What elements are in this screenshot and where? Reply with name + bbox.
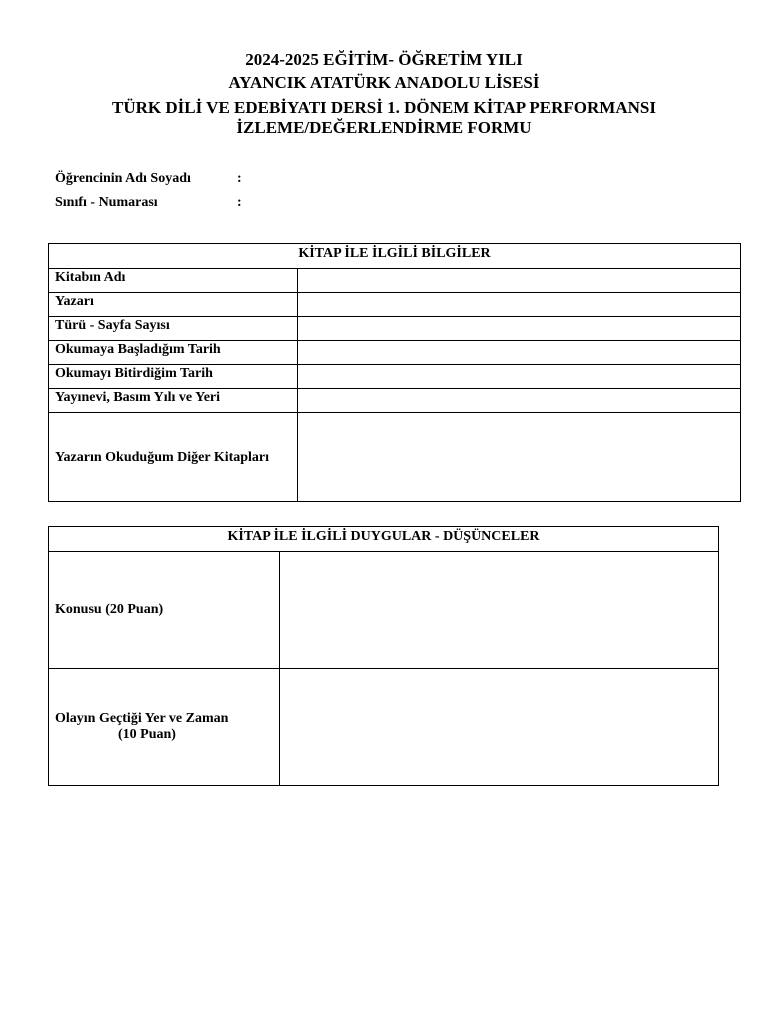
place-time-label-line1: Olayın Geçtiği Yer ve Zaman: [55, 711, 229, 726]
start-date-field[interactable]: [298, 341, 741, 365]
book-title-field[interactable]: [298, 269, 741, 293]
book-info-title: KİTAP İLE İLGİLİ BİLGİLER: [49, 244, 741, 269]
other-books-field[interactable]: [298, 413, 741, 502]
table-row: [49, 552, 719, 669]
header-school: AYANCIK ATATÜRK ANADOLU LİSESİ: [228, 73, 540, 92]
book-genre-pages-field[interactable]: [298, 317, 741, 341]
book-author-label: Yazarı: [49, 293, 298, 317]
book-genre-pages-label: Türü - Sayfa Sayısı: [49, 317, 298, 341]
table-row: [49, 341, 741, 365]
table-row: [49, 413, 741, 502]
table-row: [49, 669, 719, 786]
student-class-colon: :: [237, 195, 242, 210]
form-title-line2: İZLEME/DEĞERLENDİRME FORMU: [236, 118, 532, 137]
book-author-field[interactable]: [298, 293, 741, 317]
book-title-label: Kitabın Adı: [49, 269, 298, 293]
finish-date-label: Okumayı Bitirdiğim Tarih: [49, 365, 298, 389]
place-time-field[interactable]: [280, 669, 719, 786]
student-class-label: Sınıfı - Numarası: [55, 195, 158, 210]
subject-label: Konusu (20 Puan): [49, 552, 280, 669]
student-class-row: [55, 195, 242, 211]
header-year: 2024-2025 EĞİTİM- ÖĞRETİM YILI: [245, 50, 523, 69]
publisher-label: Yayınevi, Basım Yılı ve Yeri: [49, 389, 298, 413]
feelings-title: KİTAP İLE İLGİLİ DUYGULAR - DÜŞÜNCELER: [49, 527, 719, 552]
table-row: [49, 317, 741, 341]
subject-field[interactable]: [280, 552, 719, 669]
table-row: [49, 269, 741, 293]
table-row: [49, 365, 741, 389]
student-name-colon: :: [237, 171, 242, 186]
table-row: [49, 389, 741, 413]
publisher-field[interactable]: [298, 389, 741, 413]
header-form-title: [0, 98, 768, 138]
place-time-label-line2: (10 Puan): [118, 727, 176, 742]
form-title-line1: TÜRK DİLİ VE EDEBİYATI DERSİ 1. DÖNEM KİTAP PERFORMANSI: [112, 98, 656, 117]
feelings-table: [48, 526, 719, 786]
other-books-label: Yazarın Okuduğum Diğer Kitapları: [49, 413, 298, 502]
student-name-row: [55, 171, 242, 187]
student-name-label: Öğrencinin Adı Soyadı: [55, 171, 191, 186]
finish-date-field[interactable]: [298, 365, 741, 389]
book-info-table: [48, 243, 741, 502]
table-row: [49, 293, 741, 317]
place-time-label: [49, 669, 280, 786]
start-date-label: Okumaya Başladığım Tarih: [49, 341, 298, 365]
